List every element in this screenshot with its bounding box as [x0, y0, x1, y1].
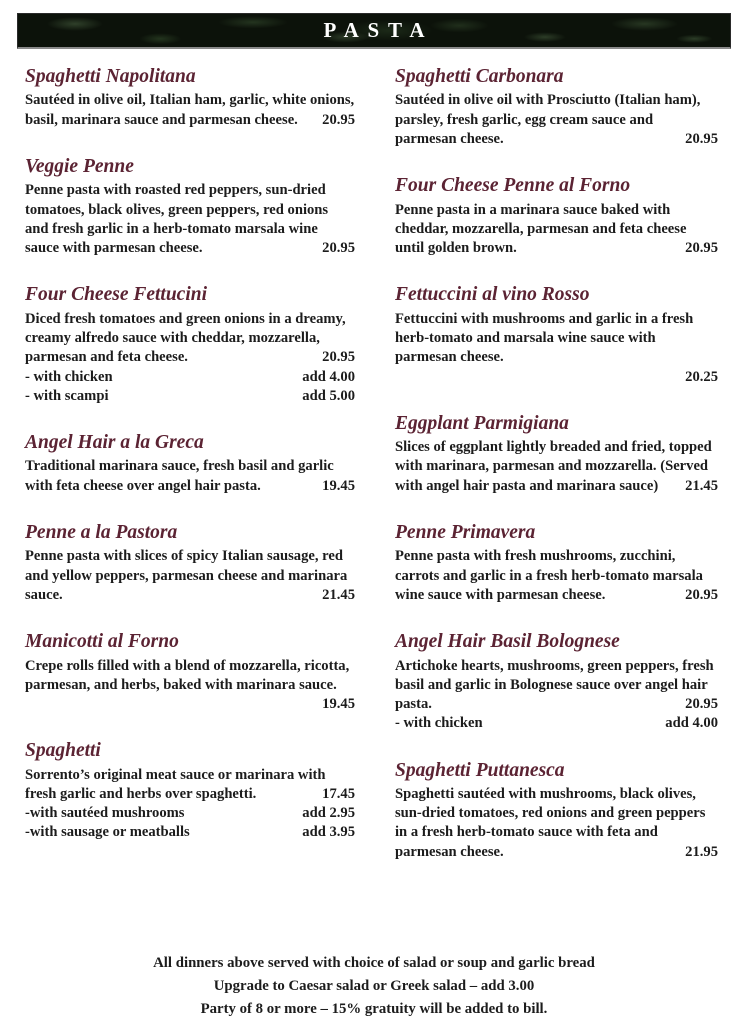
menu-item-description: Sautéed in olive oil, Italian ham, garlic, white onions, basil, marinara sauce and parmesan cheese. 20.95	[25, 91, 355, 130]
menu-item-description: Penne pasta with roasted red peppers, sun-dried tomatoes, black olives, green peppers, red onions and fresh garlic in a herb-tomato marsala wine sauce with parmesan cheese. 20.95	[25, 181, 355, 258]
menu-item-description: Diced fresh tomatoes and green onions in a dreamy, creamy alfredo sauce with cheddar, mozzarella, parmesan and feta cheese. 20.95	[25, 310, 355, 368]
menu-item	[25, 284, 355, 406]
addon-price: add 3.95	[302, 824, 355, 841]
menu-item-description: Spaghetti sautéed with mushrooms, black olives, sun-dried tomatoes, red onions and green peppers in a fresh herb-tomato sauce with feta and parmesan cheese. 21.95	[395, 785, 718, 862]
menu-item-title: Spaghetti Napolitana	[25, 66, 196, 87]
menu-item	[395, 413, 718, 496]
menu-item-addon	[25, 387, 355, 406]
addon-label: - with chicken	[395, 715, 483, 732]
menu-item-title: Manicotti al Forno	[25, 631, 179, 653]
menu-item-price: 20.95	[322, 240, 355, 257]
menu-item-title: Spaghetti Carbonara	[395, 66, 564, 87]
menu-item	[395, 522, 718, 605]
pasta-section-banner	[17, 13, 731, 49]
addon-price: add 5.00	[302, 387, 355, 404]
menu-item-price: 21.95	[685, 843, 718, 860]
addon-price: add 4.00	[302, 368, 355, 385]
footer-note-upgrade: Upgrade to Caesar salad or Greek salad – add 3.00	[213, 977, 535, 994]
menu-footer-notes	[0, 952, 748, 1021]
menu-item-title: Veggie Penne	[25, 155, 134, 177]
menu-item-description: Penne pasta in a marinara sauce baked with cheddar, mozzarella, parmesan and feta cheese until golden brown. 20.95	[395, 201, 718, 259]
menu-item-title: Four Cheese Fettucini	[25, 284, 208, 306]
menu-item-title: Angel Hair Basil Bolognese	[395, 631, 620, 653]
menu-item	[395, 760, 718, 862]
menu-item	[25, 432, 355, 496]
menu-item-title: Four Cheese Penne al Forno	[395, 175, 631, 197]
addon-label: - with scampi	[25, 387, 109, 404]
menu-item-title: Penne Primavera	[395, 521, 536, 543]
menu-item-price: 20.95	[322, 349, 355, 366]
footer-note-gratuity: Party of 8 or more – 15% gratuity will be added to bill.	[200, 1000, 548, 1017]
menu-item-description: Penne pasta with fresh mushrooms, zucchini, carrots and garlic in a fresh herb-tomato marsala wine sauce with parmesan cheese. 20.95	[395, 547, 718, 605]
section-title: PASTA	[323, 18, 434, 42]
menu-item-price: 17.45	[322, 785, 355, 802]
addon-price: add 4.00	[665, 715, 718, 732]
menu-item-price: 19.45	[322, 696, 355, 713]
menu-item-price: 20.95	[322, 111, 355, 128]
menu-item-price: 21.45	[685, 477, 718, 494]
menu-item	[395, 284, 718, 386]
addon-label: - with chicken	[25, 368, 113, 385]
menu-item-price: 21.45	[322, 586, 355, 603]
menu-item-addon	[395, 714, 718, 733]
menu-item-price: 20.95	[685, 130, 718, 147]
menu-item	[25, 156, 355, 258]
menu-item	[395, 175, 718, 258]
menu-item-description: Traditional marinara sauce, fresh basil and garlic with feta cheese over angel hair pasta. 19.45	[25, 457, 355, 496]
menu-item-description: Crepe rolls filled with a blend of mozzarella, ricotta, parmesan, and herbs, baked with marinara sauce.	[25, 657, 350, 693]
menu-item-description: Sorrento’s original meat sauce or marinara with fresh garlic and herbs over spaghetti. 17.45	[25, 766, 355, 805]
menu-item	[25, 66, 355, 130]
menu-item-price: 20.95	[685, 696, 718, 713]
menu-column-left	[25, 66, 355, 888]
footer-note-salad: All dinners above served with choice of salad or soup and garlic bread	[153, 954, 595, 971]
menu-item-price: 19.45	[322, 477, 355, 494]
menu-item-price: 20.25	[685, 368, 718, 385]
menu-item-title: Spaghetti Puttanesca	[395, 759, 565, 781]
menu-item-addon	[25, 368, 355, 387]
menu-item-price: 20.95	[685, 586, 718, 603]
menu-item-addon	[25, 823, 355, 842]
menu-item-addon	[25, 804, 355, 823]
menu-item-description: Artichoke hearts, mushrooms, green peppers, fresh basil and garlic in Bolognese sauce over angel hair pasta. 20.95	[395, 657, 718, 715]
menu-body	[0, 49, 748, 888]
addon-label: -with sautéed mushrooms	[25, 805, 185, 822]
menu-item-description: Penne pasta with slices of spicy Italian sausage, red and yellow peppers, parmesan cheese and marinara sauce. 21.45	[25, 547, 355, 605]
addon-price: add 2.95	[302, 805, 355, 822]
menu-item-title: Angel Hair a la Greca	[25, 432, 204, 454]
menu-item	[25, 522, 355, 605]
addon-label: -with sausage or meatballs	[25, 824, 190, 841]
menu-item-description: Fettuccini with mushrooms and garlic in a fresh herb-tomato and marsala wine sauce with parmesan cheese.	[395, 310, 694, 366]
menu-item-description: Sautéed in olive oil with Prosciutto (Italian ham), parsley, fresh garlic, egg cream sauce and parmesan cheese. 20.95	[395, 91, 718, 149]
menu-item-title: Fettuccini al vino Rosso	[395, 284, 590, 306]
menu-item-price: 20.95	[685, 240, 718, 257]
menu-item-title: Spaghetti	[25, 740, 101, 762]
menu-item	[395, 631, 718, 733]
menu-column-right	[395, 66, 718, 888]
menu-item-description: Slices of eggplant lightly breaded and fried, topped with marinara, parmesan and mozzarella. (Served with angel hair pasta and marinara sauce) 21.45	[395, 438, 718, 496]
menu-item-title: Penne a la Pastora	[25, 521, 178, 543]
menu-item	[395, 66, 718, 149]
menu-item	[25, 631, 355, 714]
menu-item	[25, 740, 355, 842]
menu-item-title: Eggplant Parmigiana	[395, 412, 569, 434]
